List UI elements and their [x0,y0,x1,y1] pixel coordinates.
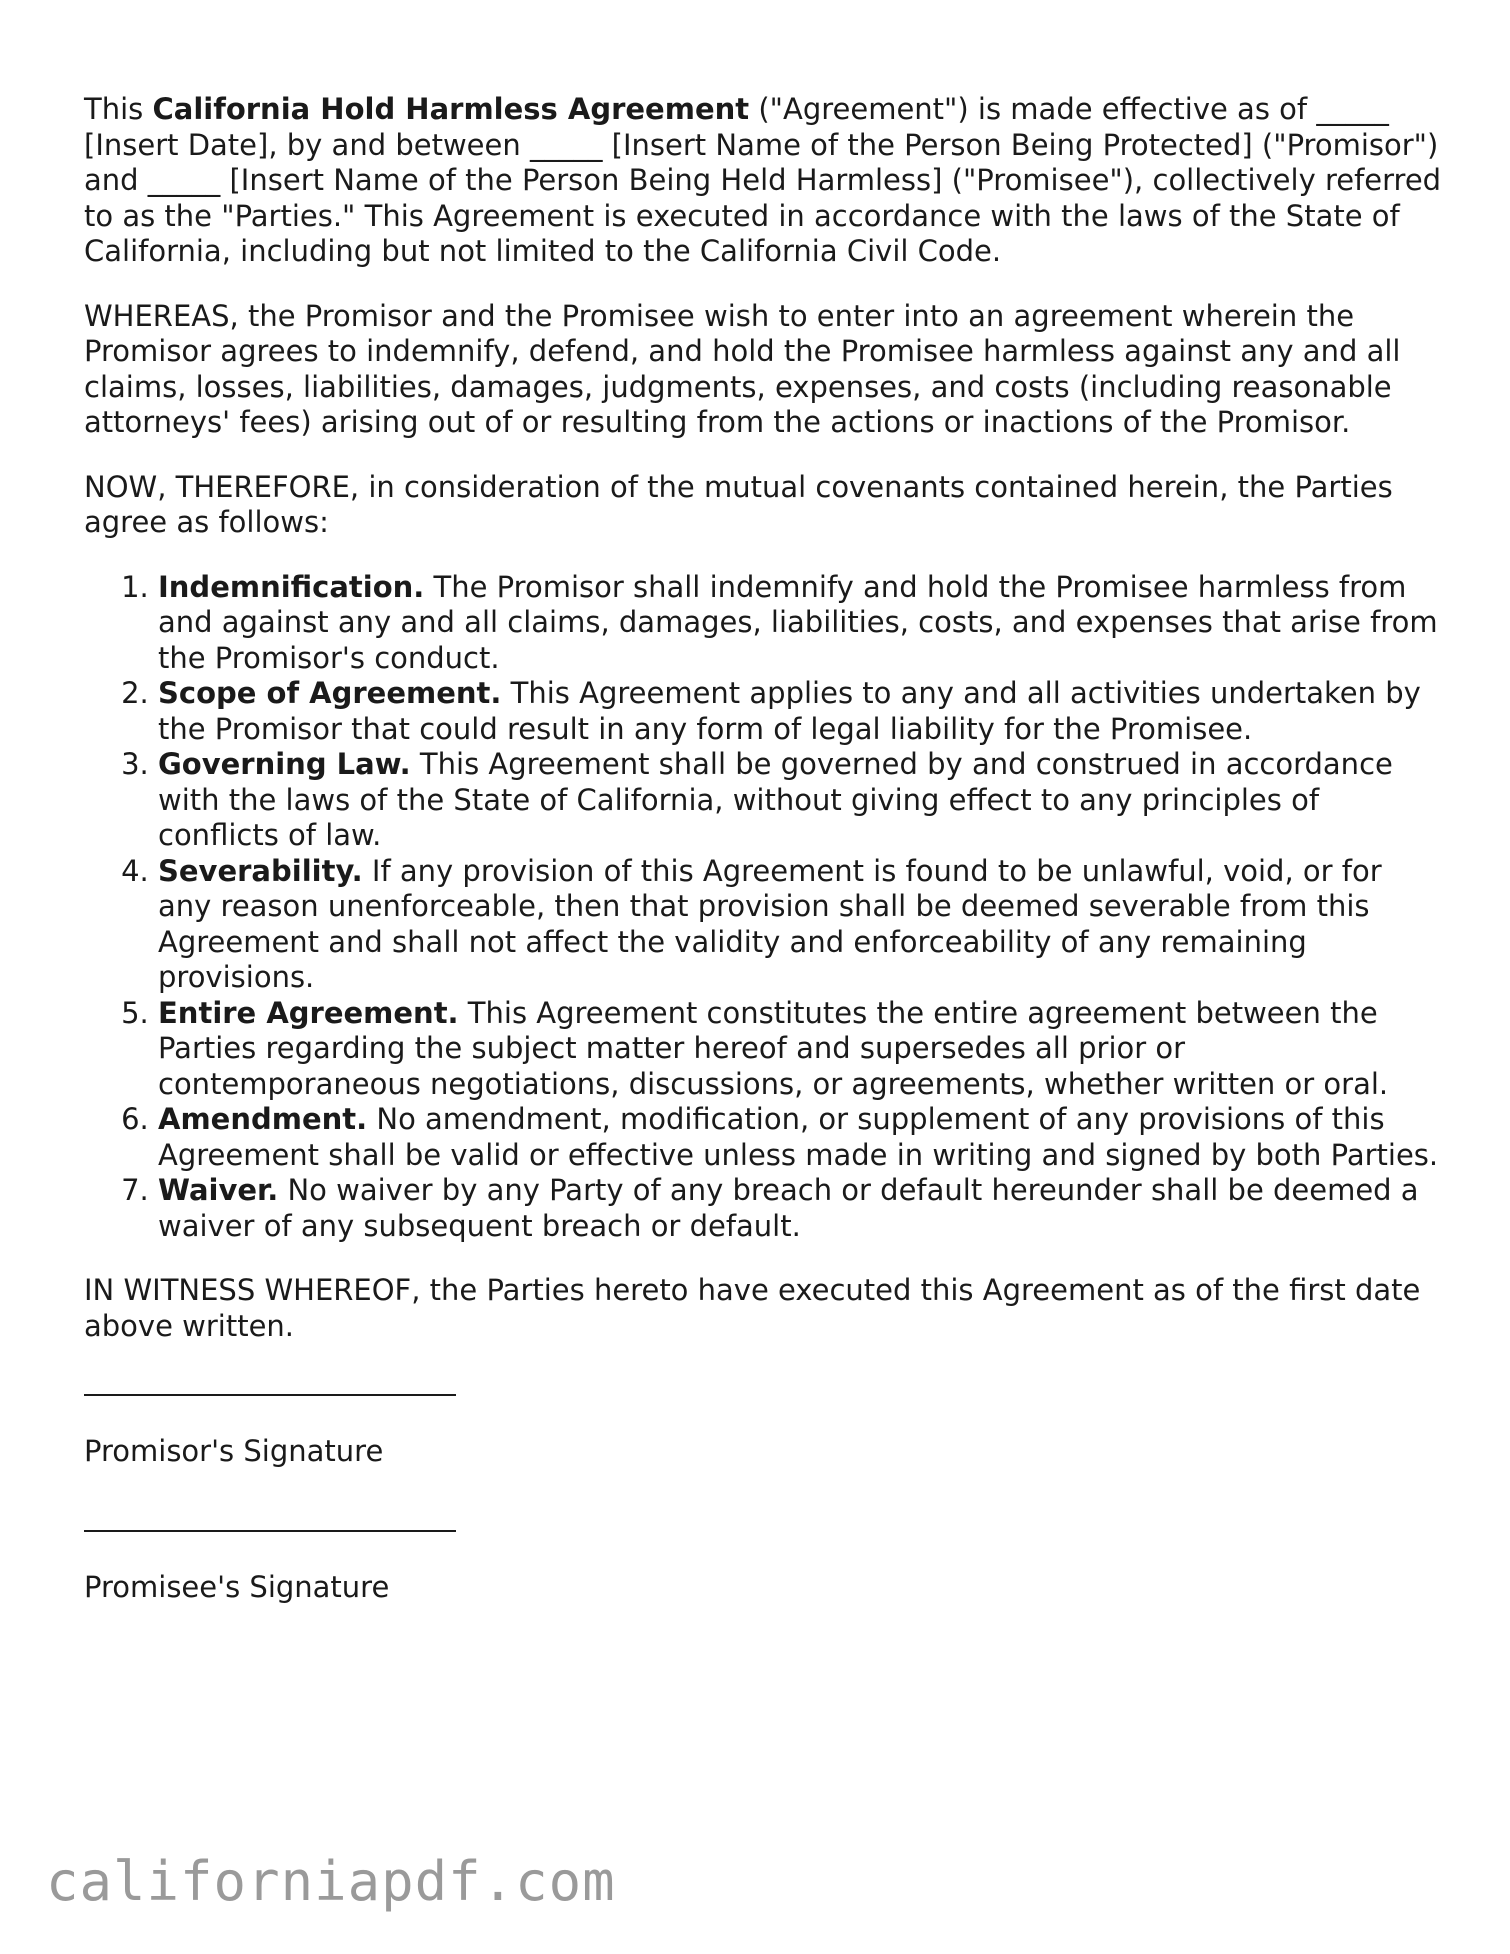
clause-title: Amendment. [158,1102,368,1136]
clause-text: No waiver by any Party of any breach or default hereunder shall be deemed a waiver of any subsequent breach or default. [158,1173,1419,1243]
whereas-paragraph: WHEREAS, the Promisor and the Promisee wish to enter into an agreement wherein the Promisor agrees to indemnify, defend, and hold the Promisee harmless against any and all claims, losses, liabilities, damages, judgments, expenses, and costs (including reasonable attorneys' fees) arising out of or resulting from the actions or inactions of the Promisor. [84,298,1401,439]
clause-title: Scope of Agreement. [158,676,502,710]
clause-text: The Promisor shall indemnify and hold the Promisee harmless from and against any and all claims, damages, liabilities, costs, and expenses that arise from the Promisor's conduct. [158,569,1438,675]
clause-governing-law [158,747,1444,854]
clause-text: This Agreement shall be governed by and construed in accordance with the laws of the State of California, without giving effect to any principles of conflicts of law. [158,747,1393,852]
clause-text: This Agreement applies to any and all activities undertaken by the Promisor that could result in any form of legal liability for the Promisee. [158,676,1421,746]
agreement-document [84,92,1444,1665]
intro-paragraph: This California Hold Harmless Agreement ("Agreement") is made effective as of _____ [Insert Date], by and between _____ [Insert Name of the Person Being Protected] ("Promisor") and _____ [Insert Name of the Person Being Held Harmless] ("Promisee"), collectively referred to as the "Parties." This Agreement is executed in accordance with the laws of the State of California, including but not limited to the California Civil Code. [84,92,1442,268]
witness-paragraph: IN WITNESS WHEREOF, the Parties hereto have executed this Agreement as of the first date above written. [84,1273,1421,1343]
clause-title: Indemnification. [158,569,425,604]
watermark: californiapdf.com [46,1850,616,1913]
clause-title: Waiver. [158,1173,279,1207]
clause-entire-agreement [158,996,1444,1103]
clause-waiver [158,1173,1444,1244]
clause-severability [158,854,1444,996]
clause-indemnification [158,570,1444,677]
clause-list [84,570,1444,1245]
clause-text: No amendment, modification, or supplement of any provisions of this Agreement shall be valid or effective unless made in writing and signed by both Parties. [158,1102,1439,1172]
promisee-signature-line[interactable] [84,1530,456,1532]
clause-title: Entire Agreement. [158,995,459,1030]
agreement-title: California Hold Harmless Agreement [152,92,750,126]
promisor-signature-label: Promisor's Signature [84,1434,384,1468]
clause-text: If any provision of this Agreement is found to be unlawful, void, or for any reason unenforceable, then that provision shall be deemed severable from this Agreement and shall not affect the validity and enforceability of any remaining provisions. [158,853,1382,994]
signature-block [84,1394,1444,1605]
clause-title: Severability. [158,853,363,888]
promisee-signature-label: Promisee's Signature [84,1569,390,1604]
clause-title: Governing Law. [158,747,411,781]
clause-text: This Agreement constitutes the entire agreement between the Parties regarding the subject matter hereof and supersedes all prior or contemporaneous negotiations, discussions, or agreements, whether written or oral. [158,995,1389,1101]
promisor-signature-line[interactable] [84,1394,456,1396]
therefore-paragraph: NOW, THEREFORE, in consideration of the mutual covenants contained herein, the Parties agree as follows: [84,469,1393,539]
clause-amendment [158,1102,1444,1173]
clause-scope [158,676,1444,747]
